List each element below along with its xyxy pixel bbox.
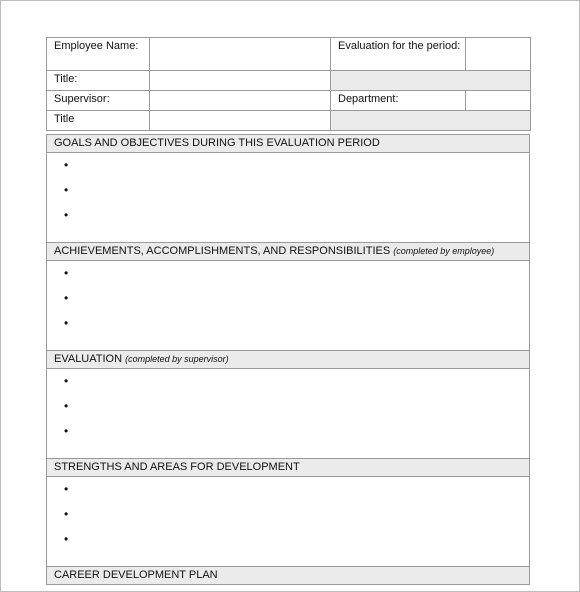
section-note: (completed by employee) xyxy=(393,246,495,256)
supervisor-title-field[interactable] xyxy=(150,111,331,131)
section-goals xyxy=(47,135,529,243)
section-body[interactable] xyxy=(47,159,529,243)
shaded-cell xyxy=(331,111,531,131)
title-label: Title: xyxy=(47,71,150,91)
section-heading-text: EVALUATION xyxy=(54,353,123,365)
section-heading-text: STRENGTHS AND AREAS FOR DEVELOPMENT xyxy=(54,461,300,473)
section-body[interactable] xyxy=(47,375,529,459)
department-label: Department: xyxy=(331,91,466,111)
section-body[interactable] xyxy=(47,267,529,351)
section-strengths xyxy=(47,459,529,567)
employee-name-field[interactable] xyxy=(150,38,331,71)
section-achievements xyxy=(47,243,529,351)
section-evaluation xyxy=(47,351,529,459)
bullet-item[interactable] xyxy=(64,483,529,508)
employee-name-label: Employee Name: xyxy=(47,38,150,71)
bullet-item[interactable] xyxy=(64,317,529,342)
bullet-icon: • xyxy=(64,291,69,305)
section-body[interactable] xyxy=(47,483,529,567)
evaluation-period-field[interactable] xyxy=(466,38,531,71)
bullet-icon: • xyxy=(64,158,69,172)
bullet-icon: • xyxy=(64,482,69,496)
bullet-icon: • xyxy=(64,424,69,438)
section-career-plan xyxy=(47,567,529,584)
shaded-cell xyxy=(331,71,531,91)
bullet-item[interactable] xyxy=(64,267,529,292)
bullet-icon: • xyxy=(64,208,69,222)
section-heading-text: CAREER DEVELOPMENT PLAN xyxy=(54,569,218,581)
evaluation-period-label: Evaluation for the period: xyxy=(331,38,466,71)
supervisor-title-label: Title xyxy=(47,111,150,131)
section-heading xyxy=(47,135,529,153)
evaluation-sections xyxy=(46,134,530,585)
bullet-item[interactable] xyxy=(64,375,529,400)
bullet-item[interactable] xyxy=(64,159,529,184)
bullet-icon: • xyxy=(64,316,69,330)
bullet-icon: • xyxy=(64,374,69,388)
section-heading xyxy=(47,459,529,477)
department-field[interactable] xyxy=(466,91,531,111)
employee-info-table xyxy=(46,37,531,131)
section-heading xyxy=(47,243,529,261)
bullet-icon: • xyxy=(64,399,69,413)
bullet-item[interactable] xyxy=(64,400,529,425)
bullet-item[interactable] xyxy=(64,425,529,450)
section-heading xyxy=(47,567,529,584)
bullet-item[interactable] xyxy=(64,292,529,317)
bullet-icon: • xyxy=(64,183,69,197)
bullet-item[interactable] xyxy=(64,533,529,558)
section-heading xyxy=(47,351,529,369)
bullet-icon: • xyxy=(64,507,69,521)
supervisor-label: Supervisor: xyxy=(47,91,150,111)
bullet-item[interactable] xyxy=(64,508,529,533)
bullet-icon: • xyxy=(64,266,69,280)
section-heading-text: ACHIEVEMENTS, ACCOMPLISHMENTS, AND RESPONSIBILITIES xyxy=(54,245,391,257)
title-field[interactable] xyxy=(150,71,331,91)
bullet-icon: • xyxy=(64,532,69,546)
supervisor-field[interactable] xyxy=(150,91,331,111)
bullet-item[interactable] xyxy=(64,184,529,209)
bullet-item[interactable] xyxy=(64,209,529,234)
section-note: (completed by supervisor) xyxy=(125,354,229,364)
section-heading-text: GOALS AND OBJECTIVES DURING THIS EVALUATION PERIOD xyxy=(54,137,380,149)
